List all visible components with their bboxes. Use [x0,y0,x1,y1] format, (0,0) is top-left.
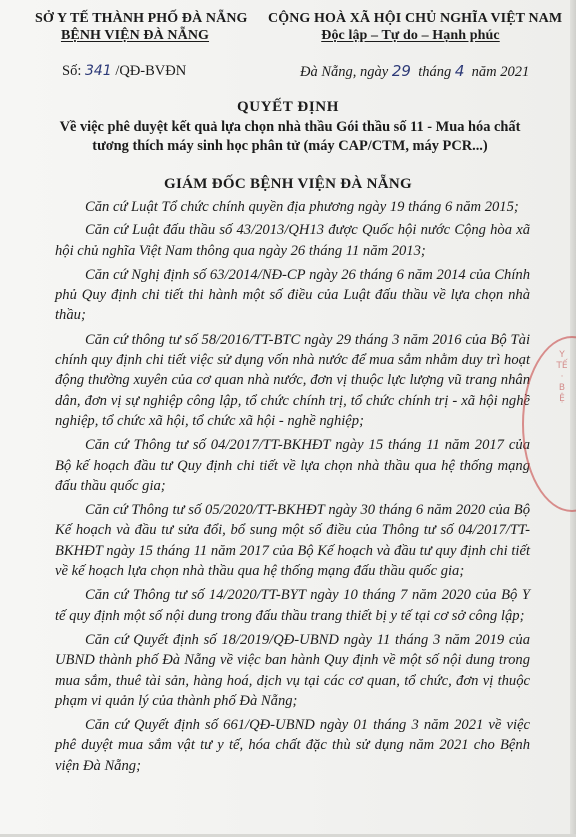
doc-no-handwritten: 341 [84,63,112,79]
subtitle-line-2: tương thích máy sinh học phân tử (máy CAP/CTM, máy PCR...) [92,138,488,154]
legal-basis-paragraph: Căn cứ Quyết định số 661/QĐ-UBND ngày 01 tháng 3 năm 2021 về việc phê duyệt mua sắm vật tư y tế, hóa chất đặc thù sử dụng năm 2021 cho Bệnh viện Đà Nẵng; [55,717,530,774]
date-year: năm 2021 [471,64,530,80]
document-body [55,197,530,780]
doc-no-prefix: Số: [62,63,82,79]
legal-basis-paragraph: Căn cứ Thông tư số 05/2020/TT-BKHĐT ngày 30 tháng 6 năm 2020 của Bộ Kế hoạch và đầu tư sửa đổi, bổ sung một số điều của Thông tư số 04/2017/TT-BKHĐT ngày 15 tháng 11 năm 2017 của Bộ Kế hoạch và đầu tư quy định chi tiết về kế hoạch lựa chọn nhà thầu qua hệ thống mạng đấu thầu quốc gia; [55,502,530,580]
doc-no-suffix: /QĐ-BVĐN [115,63,187,79]
issuer-block [35,10,248,44]
date-month: 4 [454,62,465,80]
date-day: 29 [391,62,411,80]
date-prefix: Đà Nẵng, ngày [300,64,389,80]
document-subtitle [30,118,550,156]
director-heading: GIÁM ĐỐC BỆNH VIỆN ĐÀ NẴNG [164,176,412,192]
national-motto: Độc lập – Tự do – Hạnh phúc [321,28,500,43]
seal-stamp-lettering: Y TẾ · B Ệ [556,350,568,404]
document-title: QUYẾT ĐỊNH [237,99,339,115]
nation-name: CỘNG HOÀ XÃ HỘI CHỦ NGHĨA VIỆT NAM [268,11,563,26]
issuer-parent: SỞ Y TẾ THÀNH PHỐ ĐÀ NẴNG [35,11,248,26]
legal-basis-paragraph: Căn cứ thông tư số 58/2016/TT-BTC ngày 29 tháng 3 năm 2016 của Bộ Tài chính quy định chi tiết việc sử dụng vốn nhà nước để mua sắm nhằm duy trì hoạt động thường xuyên của cơ quan nhà nước, đơn vị thuộc lực lượng vũ trang nhân dân, đơn vị sự nghiệp công lập, tổ chức chính trị, tổ chức chính trị - xã hội nghề nghiệp, tổ chức xã hội, tổ chức xã hội - nghề nghiệp; [55,331,530,429]
legal-basis-paragraph: Căn cứ Thông tư số 04/2017/TT-BKHĐT ngày 15 tháng 11 năm 2017 của Bộ kế hoạch đầu tư Quy định chi tiết về lựa chọn nhà thầu qua hệ thống mạng đấu thầu quốc gia; [55,437,530,494]
legal-basis-paragraph: Căn cứ Thông tư số 14/2020/TT-BYT ngày 10 tháng 7 năm 2020 của Bộ Y tế quy định một số nội dung trong đấu thầu trang thiết bị y tế tại cơ sở công lập; [55,587,530,624]
date-month-label: tháng [418,64,452,80]
legal-basis-paragraph: Căn cứ Quyết định số 18/2019/QĐ-UBND ngày 11 tháng 3 năm 2019 của UBND thành phố Đà Nẵng về việc ban hành Quy định về một số nội dung trong mua sắm, thuê tài sản, hàng hoá, dịch vụ tại các cơ quan, tổ chức, đơn vị thuộc phạm vi quản lý của thành phố Đà Nẵng; [55,631,530,709]
legal-basis-paragraph: Căn cứ Nghị định số 63/2014/NĐ-CP ngày 26 tháng 6 năm 2014 của Chính phủ Quy định chi tiết thi hành một số điều của Luật đấu thầu về lựa chọn nhà thầu; [55,266,530,324]
issuer-name: BỆNH VIỆN ĐÀ NẴNG [60,28,210,43]
national-header [268,10,563,44]
legal-basis-paragraph: Căn cứ Luật đấu thầu số 43/2013/QH13 được Quốc hội nước Cộng hòa xã hội chủ nghĩa Việt Nam thông qua ngày 26 tháng 11 năm 2013; [55,222,530,259]
issue-date [300,62,529,81]
document-number [62,63,186,80]
subtitle-line-1: Về việc phê duyệt kết quả lựa chọn nhà thầu Gói thầu số 11 - Mua hóa chất [59,119,521,135]
legal-basis-paragraph: Căn cứ Luật Tổ chức chính quyền địa phương ngày 19 tháng 6 năm 2015; [85,199,519,215]
